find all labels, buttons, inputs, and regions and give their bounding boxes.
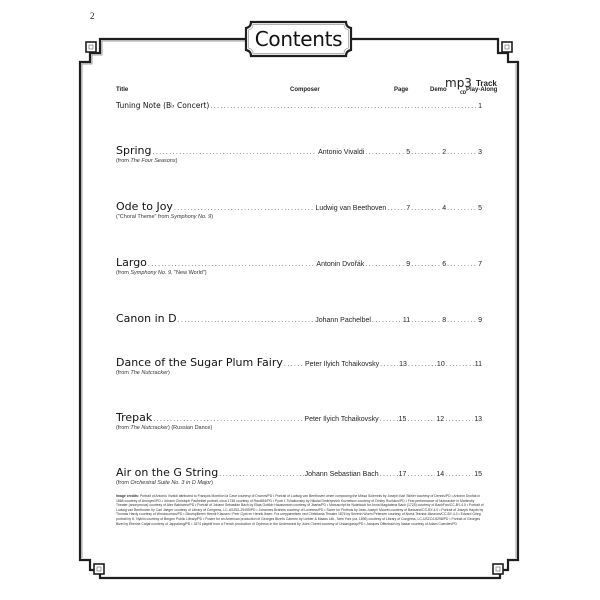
column-header-page: Page xyxy=(394,87,409,93)
entry-title: Ode to Joy xyxy=(116,200,173,213)
leader-dots xyxy=(411,205,441,212)
page-number: 2 xyxy=(90,11,95,21)
leader-dots xyxy=(380,361,398,368)
entry-title: Largo xyxy=(116,256,147,269)
entry-title: Dance of the Sugar Plum Fairy xyxy=(116,356,283,369)
page-title: Contents xyxy=(254,27,343,51)
entry-play-along-track: 5 xyxy=(478,205,482,212)
leader-dots xyxy=(148,261,316,268)
column-header-composer: Composer xyxy=(290,87,320,93)
leader-dots xyxy=(445,471,473,478)
leader-dots xyxy=(408,361,436,368)
toc-entry xyxy=(116,466,482,486)
leader-dots xyxy=(365,261,405,268)
image-credits-text: Portrait of Antonio Vivaldi attributed to François Morellon la Cave courtesy of Dramm/PD • Portrait of Ludwig van Beethoven when composing the Missa Solemnis by Joseph Karl Stieler courtesy of Dennis/PD • Antónin Dvořák in 1868 courtesy of Anonymi/PD • Johann Christoph Pachelbel portrait, circa 1748 courtesy of Raul654/PD • Pyotr I. Tchaikovsky by Nikolai Dmitriyevich Kuznetsov courtesy of Dmitry Rozhkov/PD • First performance of Nutcracker in Mariinsky Theater (anonymous) courtesy of Alex Bakharev/PD • Portrait of Johann Sebastian Bach by Elias Gottlob Haussmann courtesy of Jbarta/PD • Manuscript for Notebook for Anna Magdalena Bach (1725) courtesy of BachFan/CC-BY-4.0 • Portrait of Ludwig van Beethoven by Carl Jaeger courtesy of Library of Congress, LC-USZ62-29499/PD • Johannes Brahms courtesy of Loveless/PD • Score for Pinthois by Jean-Joseph Mouret courtesy of Bassano/CC-BY-4.0 • Portrait of Joseph Haydn by Thomas Hardy courtesy of Wmdocoman/PD • Skuespilleren Henrik Klausen i Peer Gynt en Henrik Ibsen: Fra ureppærelsen ved Christiania Theater 1876 by Severin Worm-Petersen courtesy of Norsk Teknisk Museum/CC-BY-4.0 • Edvard Grieg portrait by K. Nyblin courtesy of Bergen Public Library/PD • Poster for an American production of Georges Bizet's Carmen by Liebler & Maass Lith., New York (ca. 1896) courtesy of Library of Congress, LC-USZC4-8298/PD • Portrait of Georges Bizet by Étienne Carjat courtesy of Jappalang/PD • 1874 playbill from a French production of Orpheus in the Underworld by Jules Cheret courtesy of Undangaray/PD • Jacques Offenbach by Nadar courtesy of Adam Cuerden/PD xyxy=(116,494,484,526)
toc-entry-tuning-note xyxy=(116,101,482,110)
leader-dots xyxy=(446,361,474,368)
toc-entry xyxy=(116,200,482,220)
leader-dots xyxy=(447,205,477,212)
toc-entry xyxy=(116,144,482,164)
leader-dots xyxy=(447,317,477,324)
entry-play-along-track: 1 xyxy=(478,103,482,110)
entry-play-along-track: 15 xyxy=(474,471,482,478)
leader-dots xyxy=(219,471,303,478)
entry-play-along-track: 9 xyxy=(478,317,482,324)
toc-entry xyxy=(116,256,482,276)
entry-play-along-track: 3 xyxy=(478,149,482,156)
entry-demo-track: 12 xyxy=(436,416,445,423)
entry-composer: Ludwig van Beethoven xyxy=(315,205,387,212)
image-credits-label: Image credits: xyxy=(116,494,139,498)
entry-page: 9 xyxy=(406,261,411,268)
leader-dots xyxy=(380,416,398,423)
toc-entry xyxy=(116,312,482,325)
leader-dots xyxy=(178,317,315,324)
column-header-demo: Demo xyxy=(430,87,447,93)
entry-play-along-track: 13 xyxy=(474,416,482,423)
entry-page: 7 xyxy=(406,205,411,212)
entry-page: 13 xyxy=(399,361,407,368)
leader-dots xyxy=(407,471,435,478)
entry-composer: Johann Sebastian Bach xyxy=(304,471,379,478)
leader-dots xyxy=(411,261,441,268)
leader-dots xyxy=(411,317,441,324)
entry-demo-track: 10 xyxy=(436,361,445,368)
entry-subtitle: (from The Nutcracker) xyxy=(116,370,170,376)
image-credits xyxy=(116,494,486,526)
entry-title: Trepak xyxy=(116,411,153,424)
leader-dots xyxy=(174,205,315,212)
leader-dots xyxy=(447,261,477,268)
column-header-title: Title xyxy=(116,87,129,93)
entry-demo-track: 4 xyxy=(442,205,447,212)
entry-play-along-track: 11 xyxy=(474,361,482,368)
entry-demo-track: 14 xyxy=(436,471,445,478)
entry-title: Tuning Note (B♭ Concert) xyxy=(116,101,210,110)
toc-entry xyxy=(116,356,482,376)
entry-page: 5 xyxy=(406,149,411,156)
leader-dots xyxy=(210,103,477,110)
entry-subtitle: (from Orchestral Suite No. 3 in D Major) xyxy=(116,480,213,486)
entry-composer: Peter Ilyich Tchaikovsky xyxy=(304,416,379,423)
leader-dots xyxy=(447,149,477,156)
entry-composer: Peter Ilyich Tchaikovsky xyxy=(304,361,380,368)
toc-entry xyxy=(116,411,482,431)
entry-composer: Johann Pachelbel xyxy=(315,317,371,324)
entry-subtitle: (from Symphony No. 9, "New World") xyxy=(116,270,207,276)
entry-page: 11 xyxy=(402,317,411,324)
leader-dots xyxy=(387,205,405,212)
entry-page: 15 xyxy=(398,416,407,423)
leader-dots xyxy=(153,149,318,156)
column-header-play-along: Play-Along xyxy=(466,87,498,93)
track-label: Track xyxy=(475,79,497,88)
leader-dots xyxy=(411,149,441,156)
entry-subtitle: ("Choral Theme" from Symphony No. 9) xyxy=(116,214,214,220)
leader-dots xyxy=(445,416,473,423)
leader-dots xyxy=(380,471,398,478)
entry-page: 17 xyxy=(398,471,407,478)
entry-title: Canon in D xyxy=(116,312,177,325)
entry-demo-track: 2 xyxy=(442,149,447,156)
entry-title: Air on the G String xyxy=(116,466,219,479)
entry-title: Spring xyxy=(116,144,152,157)
entry-demo-track: 8 xyxy=(442,317,447,324)
entry-subtitle: (from The Four Seasons) xyxy=(116,158,178,164)
leader-dots xyxy=(407,416,435,423)
entry-composer: Antonin Dvořák xyxy=(316,261,365,268)
leader-dots xyxy=(153,416,303,423)
entry-demo-track: 6 xyxy=(442,261,447,268)
leader-dots xyxy=(372,317,402,324)
entry-subtitle: (from The Nutcracker) (Russian Dance) xyxy=(116,425,213,431)
mp3-cd-logo-icon: mp3 CD xyxy=(445,76,472,95)
entry-composer: Antonio Vivaldi xyxy=(318,149,365,156)
leader-dots xyxy=(284,361,304,368)
leader-dots xyxy=(365,149,405,156)
entry-play-along-track: 7 xyxy=(478,261,482,268)
